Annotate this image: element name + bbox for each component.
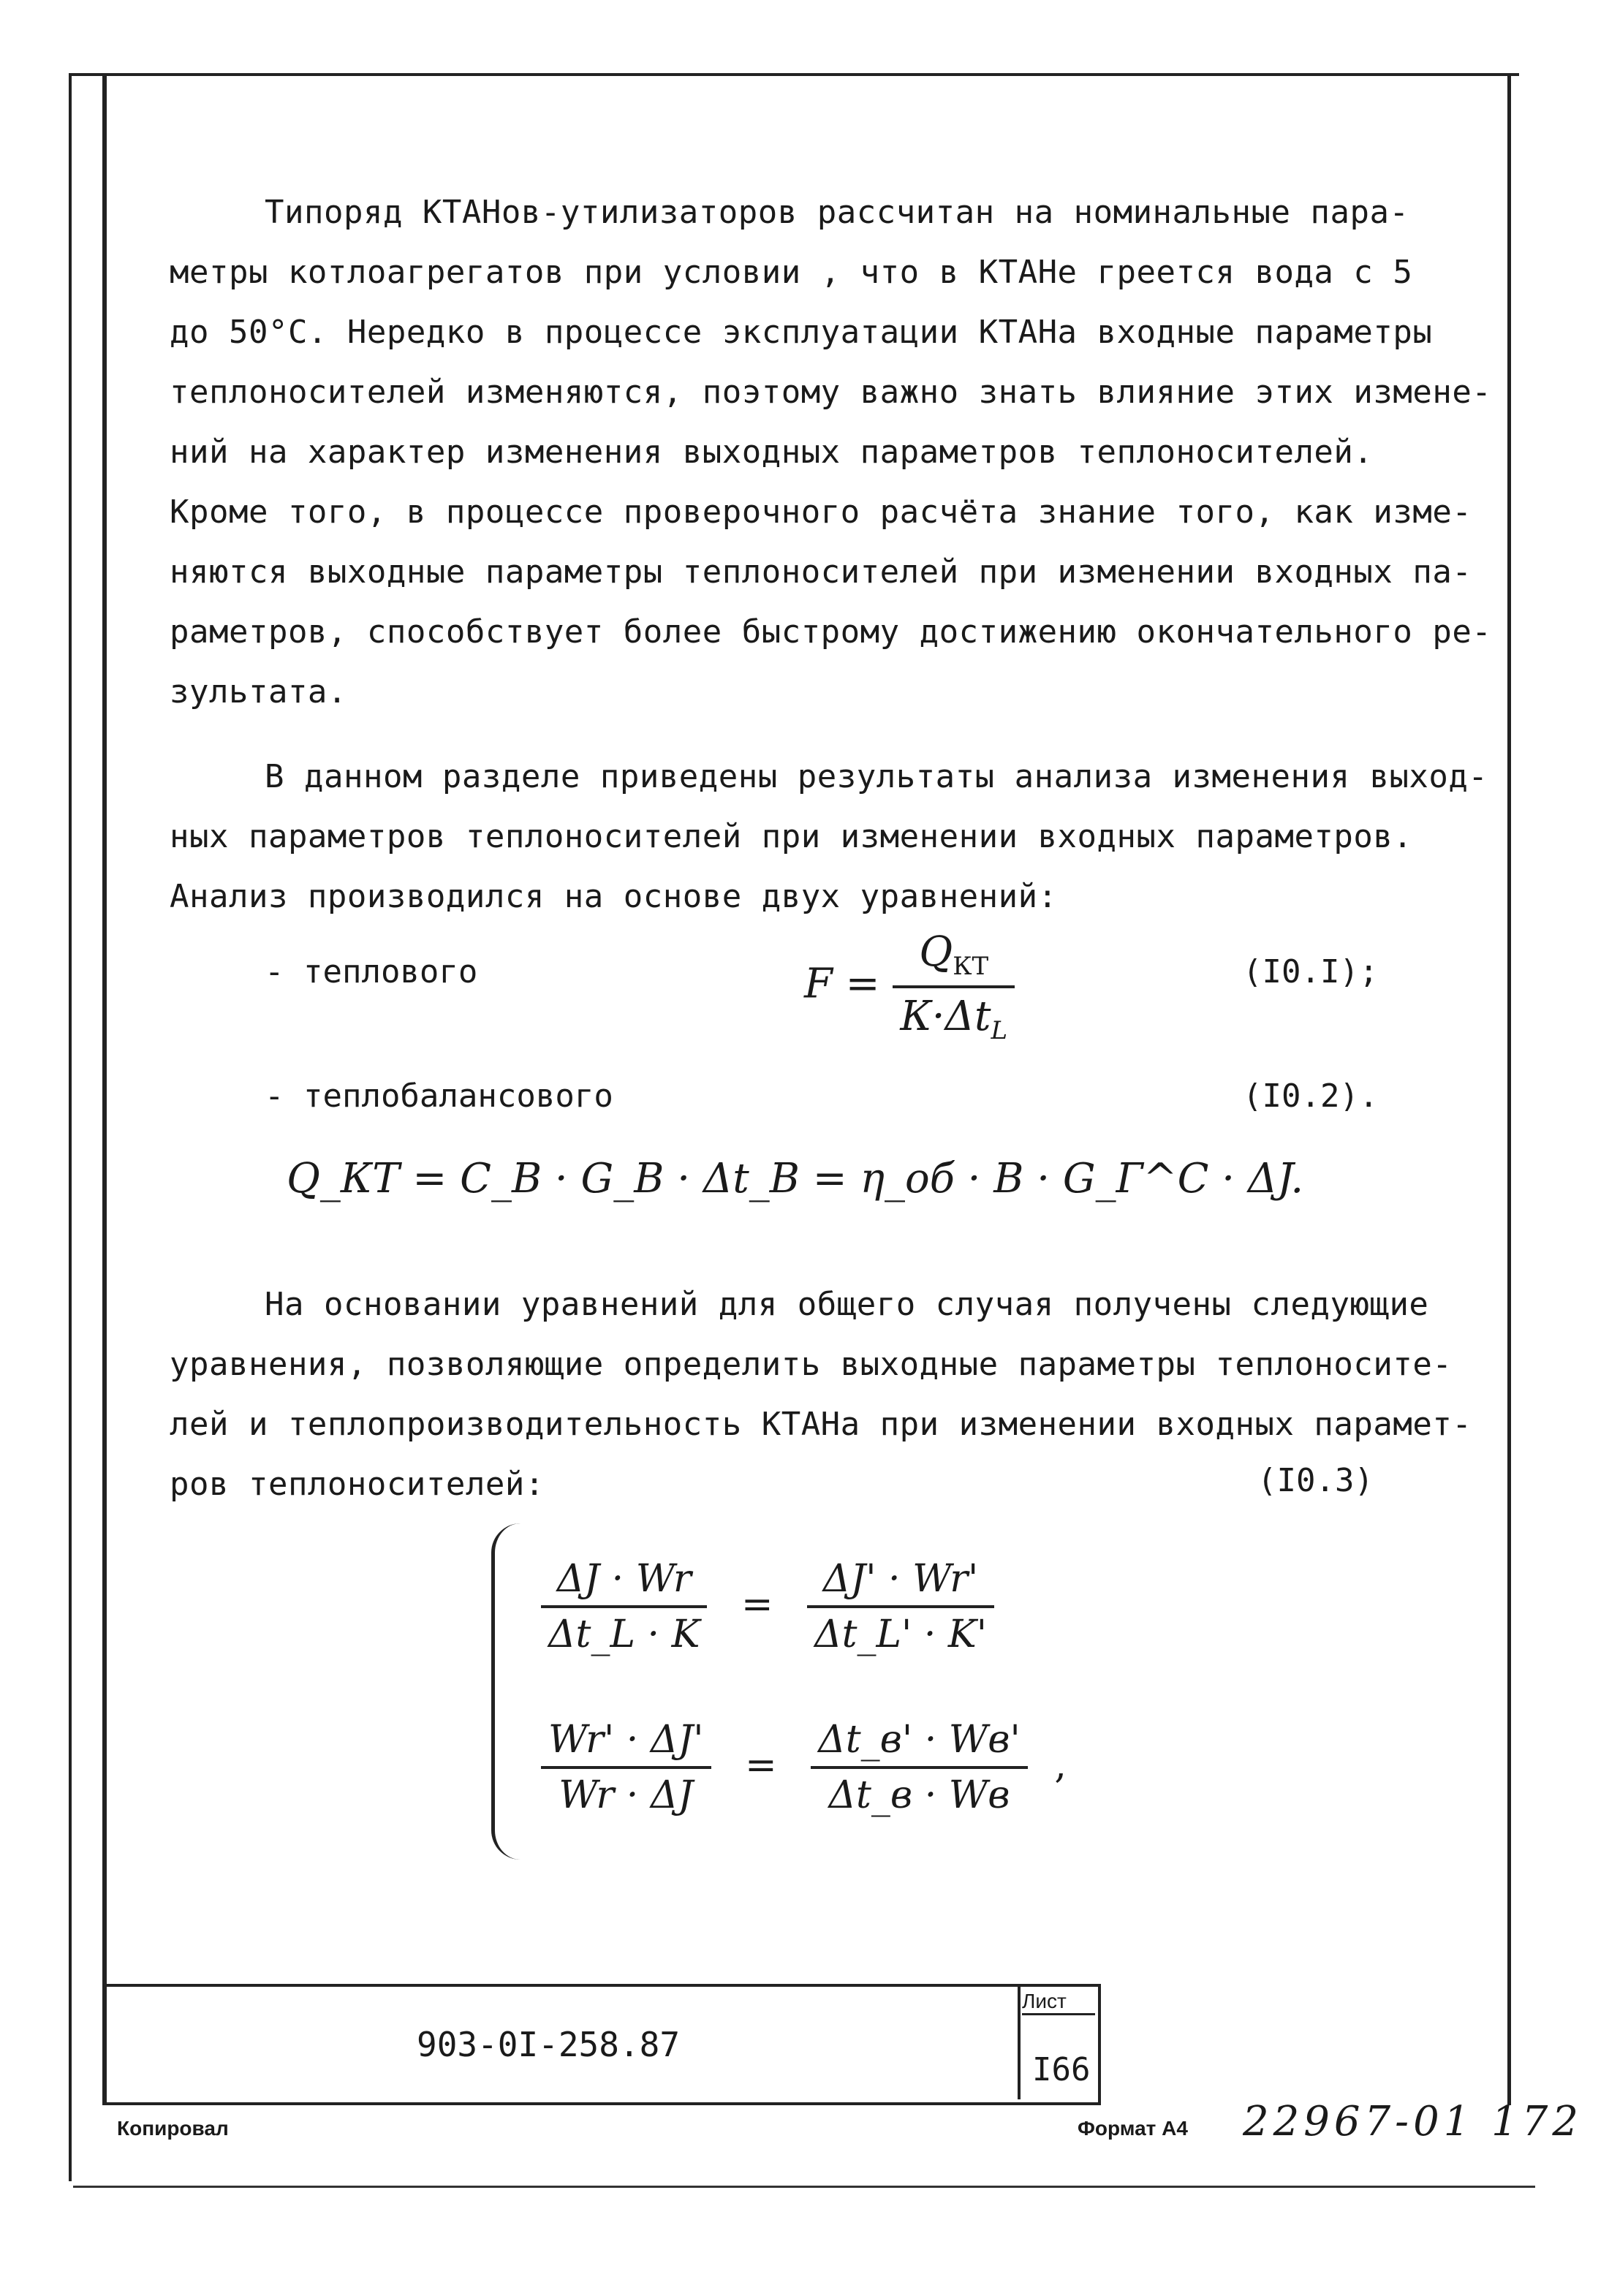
text-line: Кроме того, в процессе проверочного расчёта знание того, как изме-: [170, 493, 1472, 531]
text-line: лей и теплопроизводительность КТАНа при изменении входных парамет-: [170, 1406, 1472, 1443]
text-line: На основании уравнений для общего случая получены следующие: [265, 1286, 1429, 1323]
fraction-denominator: Δt_L' · K': [814, 1613, 988, 1656]
sheet-number: I66: [1032, 2051, 1091, 2088]
fraction-denominator: Δt_в · Wв: [828, 1773, 1010, 1817]
fraction-denominator: Wr · ΔJ: [559, 1773, 694, 1817]
fraction-numerator: Wr' · ΔJ': [541, 1718, 711, 1769]
copied-by-label: Копировал: [117, 2117, 229, 2140]
text-line: ных параметров теплоносителей при изменении входных параметров.: [170, 818, 1413, 855]
paragraph-analysis: [170, 747, 1488, 927]
page-frame-right: [1507, 73, 1511, 2105]
text-line: няются выходные параметры теплоносителей при изменении входных па-: [170, 553, 1472, 591]
equation-1-lhs: F =: [804, 960, 880, 1008]
equation-2-number: (I0.2).: [1243, 1077, 1379, 1115]
equation-2-label: - теплобалансового: [265, 1077, 613, 1115]
text-line: до 50°С. Нередко в процессе эксплуатации КТАНа входные параметры: [170, 314, 1433, 351]
text-line: метры котлоагрегатов при условии , что в КТАНе греется вода с 5: [170, 254, 1413, 291]
equals-sign: =: [745, 1743, 777, 1787]
fraction: [811, 1718, 1028, 1817]
paragraph-intro: [170, 183, 1492, 722]
equals-sign: =: [741, 1582, 773, 1626]
sheet-label: Лист: [1022, 1990, 1095, 2015]
text-line: теплоносителей изменяются, поэтому важно знать влияние этих измене-: [170, 374, 1492, 411]
fraction-numerator: Δt_в' · Wв': [811, 1718, 1028, 1769]
equation-1-number: (I0.I);: [1243, 953, 1379, 990]
format-label: Формат А4: [1078, 2117, 1188, 2140]
text-line: В данном разделе приведены результаты анализа изменения выход-: [265, 758, 1488, 795]
text-line: Типоряд КТАНов-утилизаторов рассчитан на номинальные пара-: [265, 194, 1409, 231]
fraction-denominator: Δt_L · K: [548, 1613, 700, 1656]
system-row-1: [541, 1557, 994, 1656]
equation-3-number: (I0.3): [1257, 1462, 1374, 1499]
fraction-numerator: ΔJ' · Wr': [807, 1557, 994, 1608]
system-brace: [491, 1523, 524, 1860]
fraction-denominator: $К\cdot\Delta t_L$: [900, 993, 1008, 1046]
text-line: ров теплоносителей:: [170, 1466, 545, 1503]
text-line: ний на характер изменения выходных параметров теплоносителей.: [170, 433, 1374, 471]
handwritten-number: 22967-01 172: [1243, 2098, 1583, 2145]
equation-2-formula: Q_КТ = C_В · G_В · Δt_В = η_об · В · G_Г^С · ΔJ.: [287, 1155, 1304, 1202]
page-frame-bottom: [73, 2186, 1535, 2188]
fraction: [807, 1557, 994, 1656]
text-line: раметров, способствует более быстрому достижению окончательного ре-: [170, 613, 1492, 651]
equation-1-label: - теплового: [265, 953, 478, 990]
text-line: уравнения, позволяющие определить выходные параметры теплоносите-: [170, 1346, 1453, 1383]
equation-1-fraction: [893, 928, 1015, 1045]
fraction: [541, 1718, 711, 1817]
trailing-comma: ,: [1054, 1743, 1067, 1787]
fraction-numerator: ΔJ · Wr: [541, 1557, 707, 1608]
document-code: 903-0I-258.87: [417, 2025, 681, 2064]
fraction: [541, 1557, 707, 1656]
text-line: зультата.: [170, 673, 347, 711]
system-row-2: [541, 1718, 1067, 1817]
equation-1: [804, 928, 1015, 1045]
text-line: Анализ производился на основе двух уравнений:: [170, 878, 1058, 915]
page-frame-inner-left: [102, 73, 107, 2105]
fraction-numerator: $Q_{КТ}$: [893, 928, 1015, 988]
